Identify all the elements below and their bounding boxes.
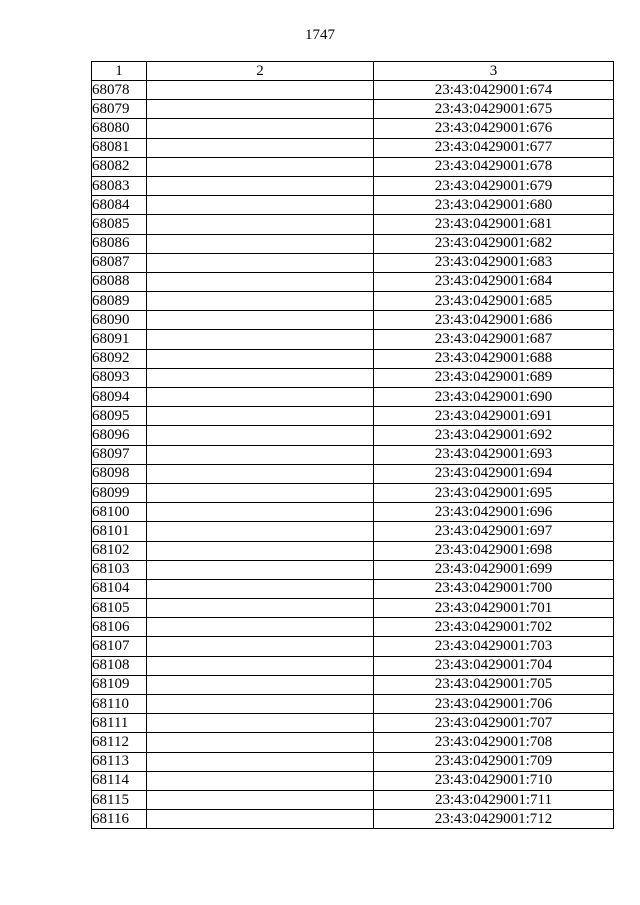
row-number-cell: 68088 xyxy=(92,272,147,291)
row-number-cell: 68109 xyxy=(92,675,147,694)
cadastral-number-cell: 23:43:0429001:696 xyxy=(374,503,614,522)
cadastral-number-cell: 23:43:0429001:712 xyxy=(374,810,614,829)
cadastral-number-cell: 23:43:0429001:675 xyxy=(374,100,614,119)
row-number-cell: 68115 xyxy=(92,790,147,809)
empty-cell xyxy=(147,388,374,407)
cadastral-number-cell: 23:43:0429001:694 xyxy=(374,464,614,483)
empty-cell xyxy=(147,695,374,714)
empty-cell xyxy=(147,368,374,387)
column-header-1: 1 xyxy=(92,62,147,81)
row-number-cell: 68116 xyxy=(92,810,147,829)
cadastral-number-cell: 23:43:0429001:711 xyxy=(374,790,614,809)
cadastral-number-cell: 23:43:0429001:707 xyxy=(374,714,614,733)
column-header-3: 3 xyxy=(374,62,614,81)
empty-cell xyxy=(147,522,374,541)
empty-cell xyxy=(147,407,374,426)
table-row xyxy=(92,234,614,253)
row-number-cell: 68081 xyxy=(92,138,147,157)
cadastral-number-cell: 23:43:0429001:704 xyxy=(374,656,614,675)
empty-cell xyxy=(147,311,374,330)
empty-cell xyxy=(147,810,374,829)
cadastral-number-cell: 23:43:0429001:680 xyxy=(374,196,614,215)
cadastral-number-cell: 23:43:0429001:682 xyxy=(374,234,614,253)
row-number-cell: 68093 xyxy=(92,368,147,387)
table-row xyxy=(92,81,614,100)
cadastral-number-cell: 23:43:0429001:683 xyxy=(374,253,614,272)
empty-cell xyxy=(147,196,374,215)
row-number-cell: 68095 xyxy=(92,407,147,426)
table-row xyxy=(92,560,614,579)
table-row xyxy=(92,349,614,368)
empty-cell xyxy=(147,349,374,368)
cadastral-number-cell: 23:43:0429001:685 xyxy=(374,292,614,311)
cadastral-number-cell: 23:43:0429001:705 xyxy=(374,675,614,694)
cadastral-number-cell: 23:43:0429001:678 xyxy=(374,157,614,176)
table-row xyxy=(92,157,614,176)
row-number-cell: 68110 xyxy=(92,695,147,714)
table-row xyxy=(92,599,614,618)
row-number-cell: 68112 xyxy=(92,733,147,752)
table-row xyxy=(92,272,614,291)
empty-cell xyxy=(147,790,374,809)
empty-cell xyxy=(147,771,374,790)
empty-cell xyxy=(147,541,374,560)
cadastral-number-cell: 23:43:0429001:708 xyxy=(374,733,614,752)
cadastral-number-cell: 23:43:0429001:695 xyxy=(374,483,614,502)
empty-cell xyxy=(147,272,374,291)
empty-cell xyxy=(147,100,374,119)
cadastral-number-cell: 23:43:0429001:679 xyxy=(374,176,614,195)
table-row xyxy=(92,292,614,311)
row-number-cell: 68106 xyxy=(92,618,147,637)
page-number: 1747 xyxy=(305,27,335,43)
row-number-cell: 68090 xyxy=(92,311,147,330)
table-row xyxy=(92,790,614,809)
empty-cell xyxy=(147,503,374,522)
empty-cell xyxy=(147,253,374,272)
cadastral-number-cell: 23:43:0429001:692 xyxy=(374,426,614,445)
empty-cell xyxy=(147,483,374,502)
row-number-cell: 68083 xyxy=(92,176,147,195)
cadastral-number-cell: 23:43:0429001:710 xyxy=(374,771,614,790)
cadastral-number-cell: 23:43:0429001:702 xyxy=(374,618,614,637)
empty-cell xyxy=(147,637,374,656)
row-number-cell: 68096 xyxy=(92,426,147,445)
row-number-cell: 68098 xyxy=(92,464,147,483)
cadastral-number-cell: 23:43:0429001:691 xyxy=(374,407,614,426)
cadastral-number-cell: 23:43:0429001:701 xyxy=(374,599,614,618)
cadastral-number-cell: 23:43:0429001:676 xyxy=(374,119,614,138)
empty-cell xyxy=(147,234,374,253)
row-number-cell: 68104 xyxy=(92,579,147,598)
row-number-cell: 68105 xyxy=(92,599,147,618)
empty-cell xyxy=(147,714,374,733)
table-header-row xyxy=(92,62,614,81)
row-number-cell: 68099 xyxy=(92,483,147,502)
cadastral-number-cell: 23:43:0429001:684 xyxy=(374,272,614,291)
empty-cell xyxy=(147,426,374,445)
row-number-cell: 68108 xyxy=(92,656,147,675)
table-row xyxy=(92,503,614,522)
table-row xyxy=(92,138,614,157)
table-row xyxy=(92,426,614,445)
table-row xyxy=(92,368,614,387)
row-number-cell: 68089 xyxy=(92,292,147,311)
table-row xyxy=(92,176,614,195)
table-row xyxy=(92,483,614,502)
empty-cell xyxy=(147,157,374,176)
row-number-cell: 68103 xyxy=(92,560,147,579)
empty-cell xyxy=(147,215,374,234)
table-row xyxy=(92,196,614,215)
cadastral-number-cell: 23:43:0429001:700 xyxy=(374,579,614,598)
cadastral-number-cell: 23:43:0429001:681 xyxy=(374,215,614,234)
empty-cell xyxy=(147,752,374,771)
empty-cell xyxy=(147,119,374,138)
table-row xyxy=(92,733,614,752)
column-header-2: 2 xyxy=(147,62,374,81)
empty-cell xyxy=(147,464,374,483)
table-row xyxy=(92,215,614,234)
empty-cell xyxy=(147,599,374,618)
cadastral-number-cell: 23:43:0429001:677 xyxy=(374,138,614,157)
row-number-cell: 68113 xyxy=(92,752,147,771)
row-number-cell: 68084 xyxy=(92,196,147,215)
cadastral-number-cell: 23:43:0429001:674 xyxy=(374,81,614,100)
row-number-cell: 68107 xyxy=(92,637,147,656)
empty-cell xyxy=(147,330,374,349)
table-row xyxy=(92,464,614,483)
row-number-cell: 68097 xyxy=(92,445,147,464)
table-row xyxy=(92,100,614,119)
table-body xyxy=(92,81,614,829)
empty-cell xyxy=(147,292,374,311)
table-row xyxy=(92,695,614,714)
row-number-cell: 68114 xyxy=(92,771,147,790)
empty-cell xyxy=(147,81,374,100)
table-row xyxy=(92,579,614,598)
row-number-cell: 68100 xyxy=(92,503,147,522)
cadastral-number-cell: 23:43:0429001:686 xyxy=(374,311,614,330)
table-row xyxy=(92,637,614,656)
row-number-cell: 68078 xyxy=(92,81,147,100)
cadastral-number-cell: 23:43:0429001:698 xyxy=(374,541,614,560)
row-number-cell: 68080 xyxy=(92,119,147,138)
cadastral-number-cell: 23:43:0429001:697 xyxy=(374,522,614,541)
cadastral-number-cell: 23:43:0429001:706 xyxy=(374,695,614,714)
cadastral-number-cell: 23:43:0429001:687 xyxy=(374,330,614,349)
table-row xyxy=(92,541,614,560)
table-row xyxy=(92,253,614,272)
table-row xyxy=(92,330,614,349)
table-row xyxy=(92,618,614,637)
row-number-cell: 68101 xyxy=(92,522,147,541)
table-row xyxy=(92,810,614,829)
table-row xyxy=(92,407,614,426)
row-number-cell: 68079 xyxy=(92,100,147,119)
cadastral-number-cell: 23:43:0429001:688 xyxy=(374,349,614,368)
empty-cell xyxy=(147,618,374,637)
empty-cell xyxy=(147,675,374,694)
cadastral-number-cell: 23:43:0429001:709 xyxy=(374,752,614,771)
table-row xyxy=(92,752,614,771)
row-number-cell: 68085 xyxy=(92,215,147,234)
row-number-cell: 68091 xyxy=(92,330,147,349)
cadastral-number-cell: 23:43:0429001:703 xyxy=(374,637,614,656)
row-number-cell: 68092 xyxy=(92,349,147,368)
row-number-cell: 68082 xyxy=(92,157,147,176)
table-row xyxy=(92,675,614,694)
cadastral-number-cell: 23:43:0429001:689 xyxy=(374,368,614,387)
row-number-cell: 68102 xyxy=(92,541,147,560)
empty-cell xyxy=(147,579,374,598)
table-row xyxy=(92,388,614,407)
empty-cell xyxy=(147,656,374,675)
row-number-cell: 68086 xyxy=(92,234,147,253)
cadastral-number-cell: 23:43:0429001:693 xyxy=(374,445,614,464)
empty-cell xyxy=(147,138,374,157)
register-table xyxy=(91,61,614,829)
empty-cell xyxy=(147,560,374,579)
table-row xyxy=(92,522,614,541)
row-number-cell: 68094 xyxy=(92,388,147,407)
table-row xyxy=(92,119,614,138)
table-row xyxy=(92,656,614,675)
table-row xyxy=(92,714,614,733)
table-row xyxy=(92,445,614,464)
cadastral-number-cell: 23:43:0429001:699 xyxy=(374,560,614,579)
table-row xyxy=(92,771,614,790)
empty-cell xyxy=(147,733,374,752)
row-number-cell: 68111 xyxy=(92,714,147,733)
table-row xyxy=(92,311,614,330)
cadastral-number-cell: 23:43:0429001:690 xyxy=(374,388,614,407)
empty-cell xyxy=(147,445,374,464)
row-number-cell: 68087 xyxy=(92,253,147,272)
empty-cell xyxy=(147,176,374,195)
